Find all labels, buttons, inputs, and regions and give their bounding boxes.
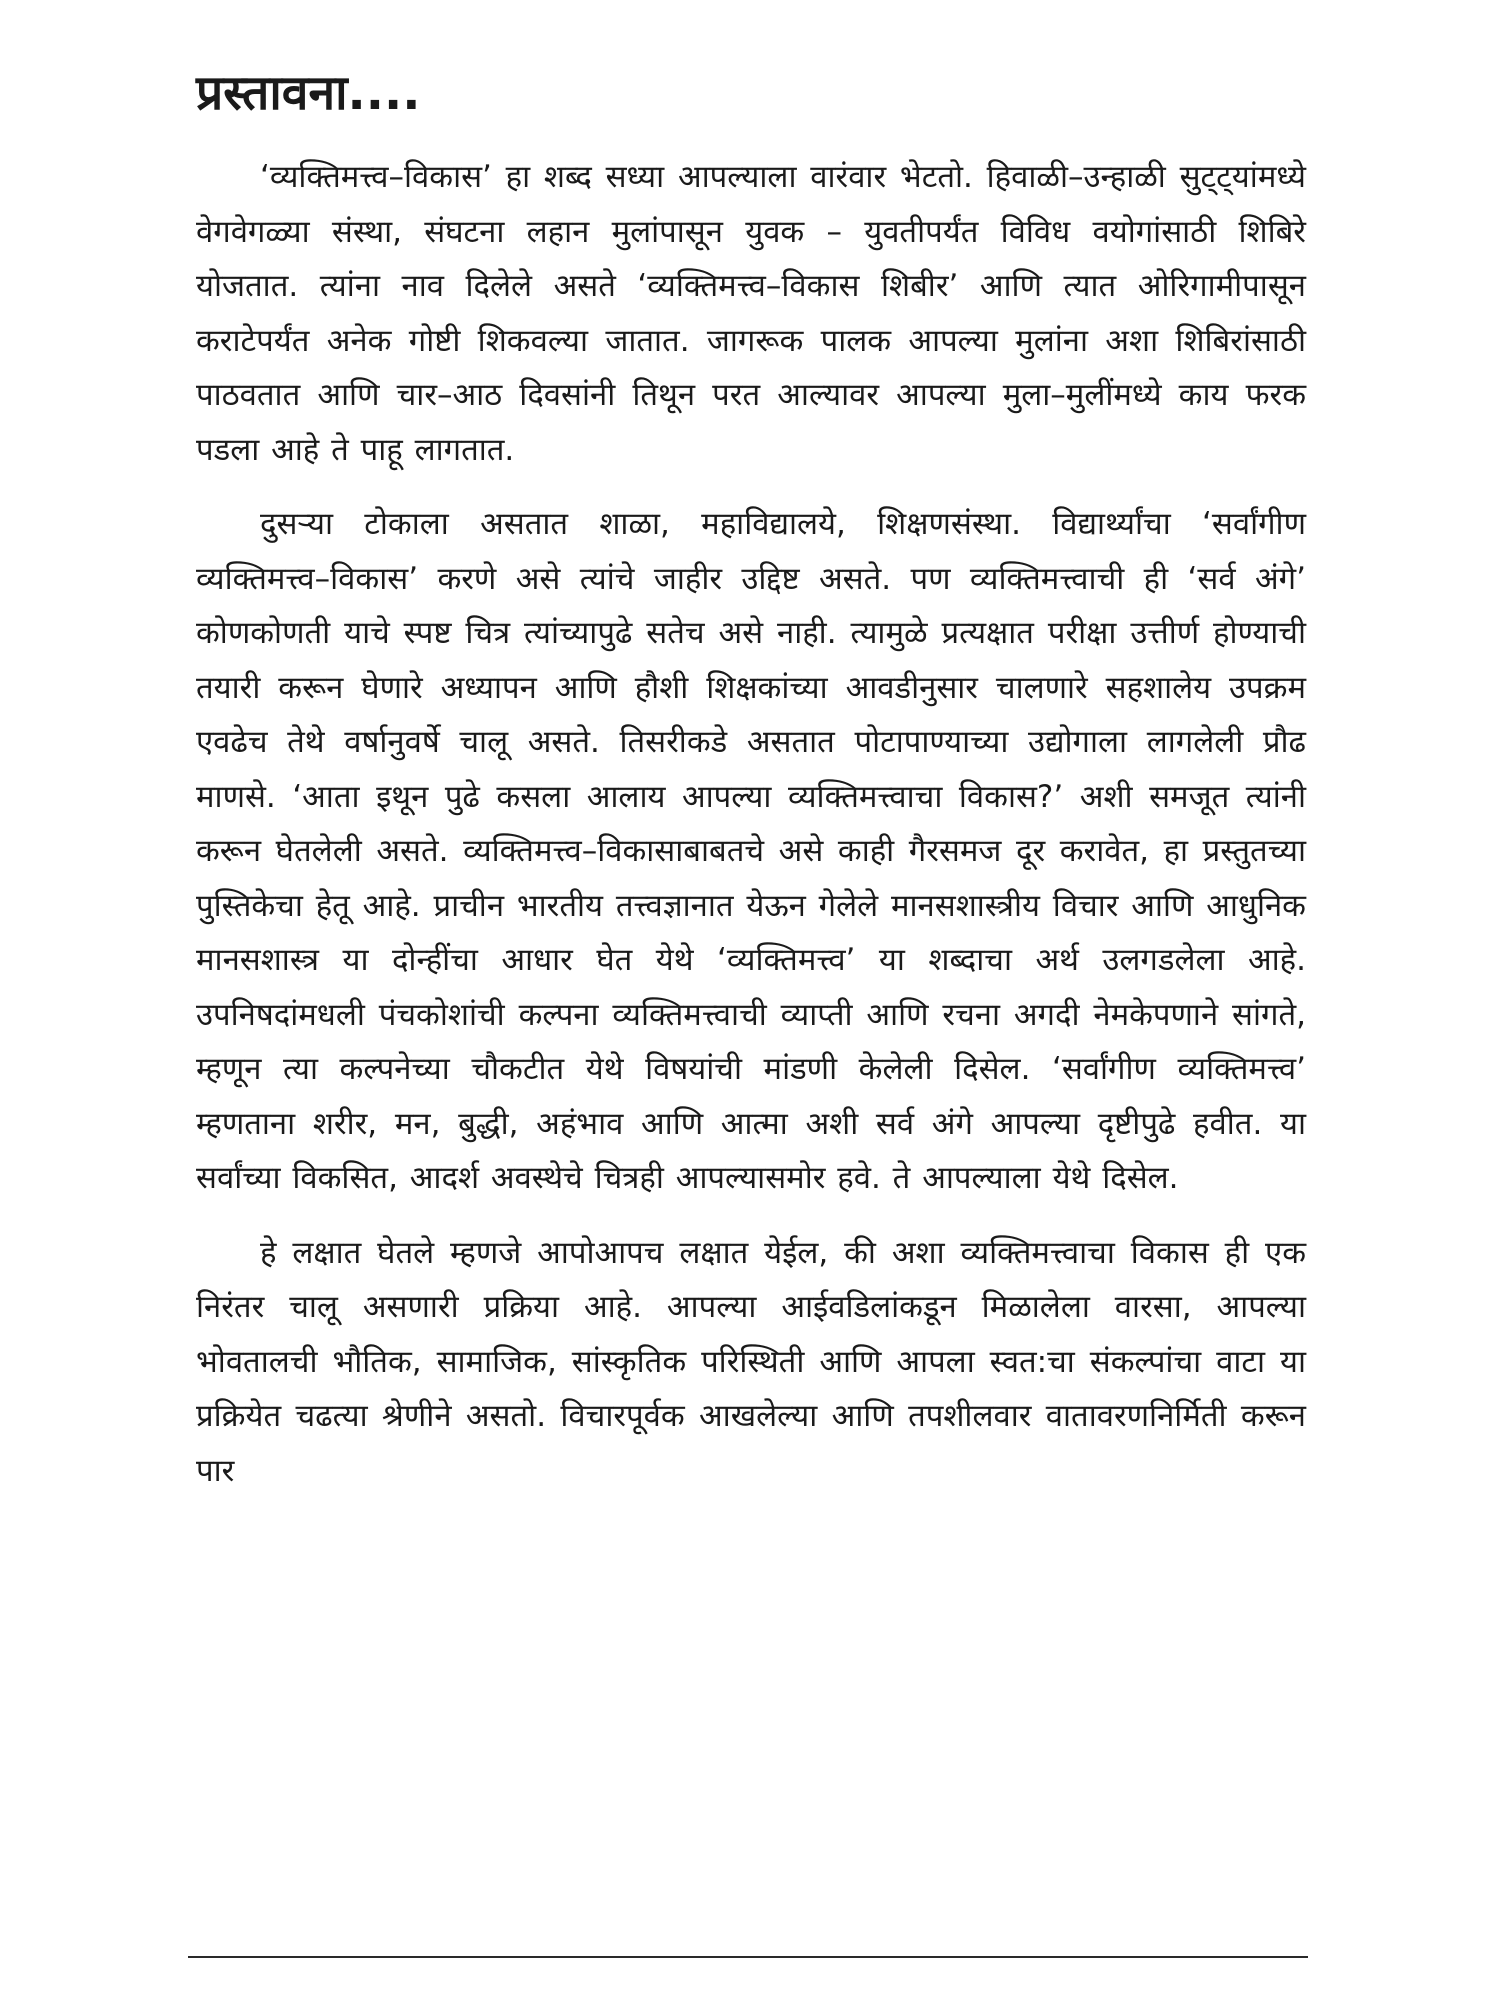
paragraph: हे लक्षात घेतले म्हणजे आपोआपच लक्षात येईल, की अशा व्यक्तिमत्त्वाचा विकास ही एक निरंतर चालू असणारी प्रक्रिया आहे. आपल्या आईवडिलांकडून मिळालेला वारसा, आपल्या भोवतालची भौतिक, सामाजिक, सांस्कृतिक परिस्थिती आणि आपला स्वत:चा संकल्पांचा वाटा या प्रक्रियेत चढत्या श्रेणीने असतो. विचारपूर्वक आखलेल्या आणि तपशीलवार वातावरणनिर्मिती करून पार bbox=[196, 1234, 1306, 1489]
paragraph: ‘व्यक्तिमत्त्व–विकास’ हा शब्द सध्या आपल्याला वारंवार भेटतो. हिवाळी–उन्हाळी सुट्ट्यांमध्ये वेगवेगळ्या संस्था, संघटना लहान मुलांपासून युवक – युवतीपर्यंत विविध वयोगांसाठी शिबिरे योजतात. त्यांना नाव दिलेले असते ‘व्यक्तिमत्त्व–विकास शिबीर’ आणि त्यात ओरिगामीपासून कराटेपर्यंत अनेक गोष्टी शिकवल्या जातात. जागरूक पालक आपल्या मुलांना अशा शिबिरांसाठी पाठवतात आणि चार–आठ दिवसांनी तिथून परत आल्यावर आपल्या मुला–मुलींमध्ये काय फरक पडला आहे ते पाहू लागतात. bbox=[196, 159, 1306, 468]
page-heading: प्रस्तावना.... bbox=[196, 65, 421, 121]
footer-rule bbox=[188, 1956, 1308, 1958]
paragraph: दुसऱ्या टोकाला असतात शाळा, महाविद्यालये, शिक्षणसंस्था. विद्यार्थ्यांचा ‘सर्वांगीण व्यक्तिमत्त्व–विकास’ करणे असे त्यांचे जाहीर उद्दिष्ट असते. पण व्यक्तिमत्त्वाची ही ‘सर्व अंगे’ कोणकोणती याचे स्पष्ट चित्र त्यांच्यापुढे सतेच असे नाही. त्यामुळे प्रत्यक्षात परीक्षा उत्तीर्ण होण्याची तयारी करून घेणारे अध्यापन आणि हौशी शिक्षकांच्या आवडीनुसार चालणारे सहशालेय उपक्रम एवढेच तेथे वर्षानुवर्षे चालू असते. तिसरीकडे असतात पोटापाण्याच्या उद्योगाला लागलेली प्रौढ माणसे. ‘आता इथून पुढे कसला आलाय आपल्या व्यक्तिमत्त्वाचा विकास?’ अशी समजूत त्यांनी करून घेतलेली असते. व्यक्तिमत्त्व–विकासाबाबतचे असे काही गैरसमज दूर करावेत, हा प्रस्तुतच्या पुस्तिकेचा हेतू आहे. प्राचीन भारतीय तत्त्वज्ञानात येऊन गेलेले मानसशास्त्रीय विचार आणि आधुनिक मानसशास्त्र या दोन्हींचा आधार घेत येथे ‘व्यक्तिमत्त्व’ या शब्दाचा अर्थ उलगडलेला आहे. उपनिषदांमधली पंचकोशांची कल्पना व्यक्तिमत्त्वाची व्याप्ती आणि रचना अगदी नेमकेपणाने सांगते, म्हणून त्या कल्पनेच्या चौकटीत येथे विषयांची मांडणी केलेली दिसेल. ‘सर्वांगीण व्यक्तिमत्त्व’ म्हणताना शरीर, मन, बुद्धी, अहंभाव आणि आत्मा अशी सर्व अंगे आपल्या दृष्टीपुढे हवीत. या सर्वांच्या विकसित, आदर्श अवस्थेचे चित्रही आपल्यासमोर हवे. ते आपल्याला येथे दिसेल. bbox=[196, 506, 1306, 1196]
body-text bbox=[196, 150, 1306, 1518]
